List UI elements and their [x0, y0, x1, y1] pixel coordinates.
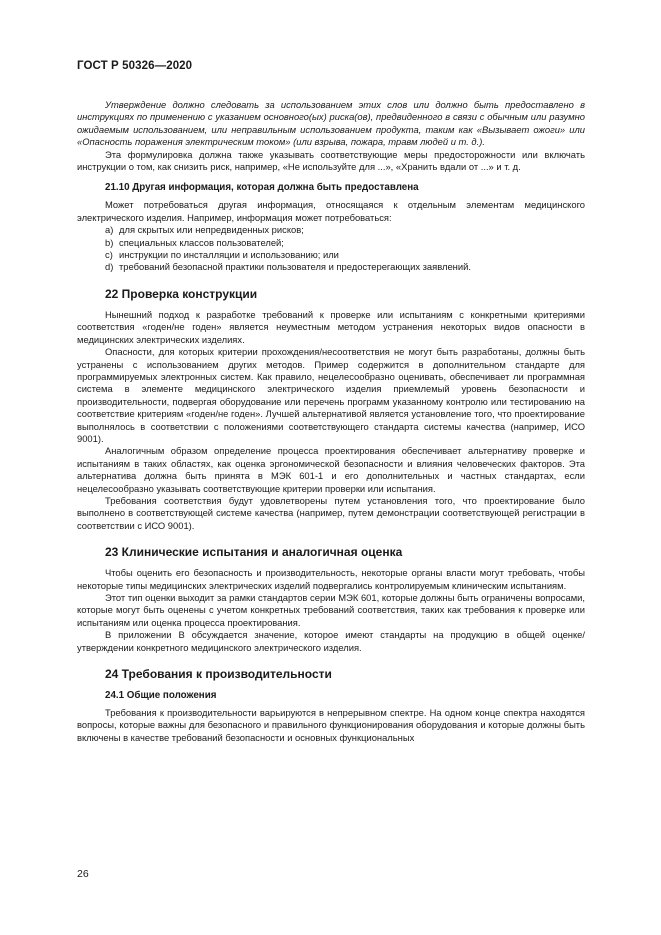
section-heading: 24 Требования к производительности: [105, 667, 332, 682]
list-item: [77, 261, 585, 273]
page-number: 26: [77, 868, 89, 880]
list-item-marker: d): [105, 261, 114, 273]
list-item-text: для скрытых или непредвиденных рисков;: [119, 224, 304, 236]
paragraph: Требования соответствия будут удовлетворены путем установления того, что проектирование было выполнено в соответствующей системе качества (например, путем демонстрации соответствующей регистрации в соответствии с ИСО 9001).: [77, 494, 585, 531]
list-item-marker: c): [105, 249, 113, 261]
subsection-heading: 24.1 Общие положения: [105, 690, 217, 702]
document-header: ГОСТ Р 50326—2020: [77, 60, 193, 72]
paragraph: Эта формулировка должна также указывать соответствующие меры предосторожности или включать инструкции о том, как снизить риск, например, «Не используйте для ...», «Хранить вдали от ...» и т. д.: [77, 148, 585, 173]
paragraph: Опасности, для которых критерии прохождения/несоответствия не могут быть разработаны, должны быть устранены с использованием других методов. Пример содержится в дополнительном стандарте для программируемых электронных систем. Как правило, нецелесообразно оценивать, обеспечивает ли программная система в элементе медицинского электрического изделия приемлемый уровень безопасности и производительности, подвергая оборудование или перечень программ указанному контролю или тестированию на соответствие критериям «годен/не годен». Лучшей альтернативой является установление того, что проектирование выполнялось в соответствии с положениями соответствующего стандарта системы качества (например, ИСО 9001).: [77, 346, 585, 444]
list-item: [77, 237, 585, 249]
section-heading: 23 Клинические испытания и аналогичная оценка: [105, 545, 403, 560]
paragraph: Нынешний подход к разработке требований к проверке или испытаниям с конкретными критериями соответствия «годен/не годен» является неуместным методом устранения некоторых видов опасности в медицинских электрических изделиях.: [77, 308, 585, 345]
list-item: [77, 224, 585, 236]
list-item-marker: a): [105, 224, 114, 236]
paragraph: Этот тип оценки выходит за рамки стандартов серии МЭК 601, которые должны быть ограничены вопросами, которые могут быть оценены с учетом конкретных требований соответствия, таких как требования к проверке или испытаниям или оценка процесса проектирования.: [77, 592, 585, 628]
subsection-heading: 21.10 Другая информация, которая должна быть предоставлена: [105, 182, 419, 194]
list-item-text: специальных классов пользователей;: [119, 236, 284, 248]
paragraph: Аналогичным образом определение процесса проектирования обеспечивает альтернативу проверке и испытаниям в таких областях, как оценка эргономической безопасности и влияния человеческих факторов. Эта альтернатива должна быть принята в МЭК 601-1 и его дополнительных и частных стандартах, если нецелесообразно указывать соответствующие критерии проверки или испытания.: [77, 445, 585, 494]
list-item-text: инструкции по инсталляции и использованию; или: [119, 249, 339, 261]
list-item-text: требований безопасной практики пользователя и предостерегающих заявлений.: [119, 261, 471, 273]
paragraph: Утверждение должно следовать за использованием этих слов или должно быть предоставлено в инструкциях по применению с указанием основного(ых) риска(ов), предвиденного в связи с обычным или разумно ожидаемым использованием, или неправильным использованием продукта, таким как «Вызывает ожоги» или «Опасность поражения электрическим током» (или взрыва, пожара, травм людей и т. д.).: [77, 99, 585, 148]
enumerated-list: [77, 224, 585, 274]
section-heading: 22 Проверка конструкции: [105, 286, 258, 301]
paragraph: Чтобы оценить его безопасность и производительность, некоторые органы власти могут требовать, чтобы некоторые типы медицинских электрических изделий подвергались контролируемым клиническим испытаниям.: [77, 567, 585, 591]
paragraph: В приложении В обсуждается значение, которое имеют стандарты на продукцию в общей оценке/утверждении конкретного медицинского электрического изделия.: [77, 629, 585, 653]
list-item-marker: b): [105, 236, 114, 248]
paragraph: Может потребоваться другая информация, относящаяся к отдельным элементам медицинского электрического изделия. Например, информация может потребоваться:: [77, 199, 585, 223]
list-item: [77, 249, 585, 261]
paragraph: Требования к производительности варьируются в непрерывном спектре. На одном конце спектра находятся вопросы, которые важны для безопасного и правильного функционирования оборудования и которые должны быть включены в качестве требований безопасности и основных функциональных: [77, 707, 585, 743]
document-body: [77, 99, 585, 744]
